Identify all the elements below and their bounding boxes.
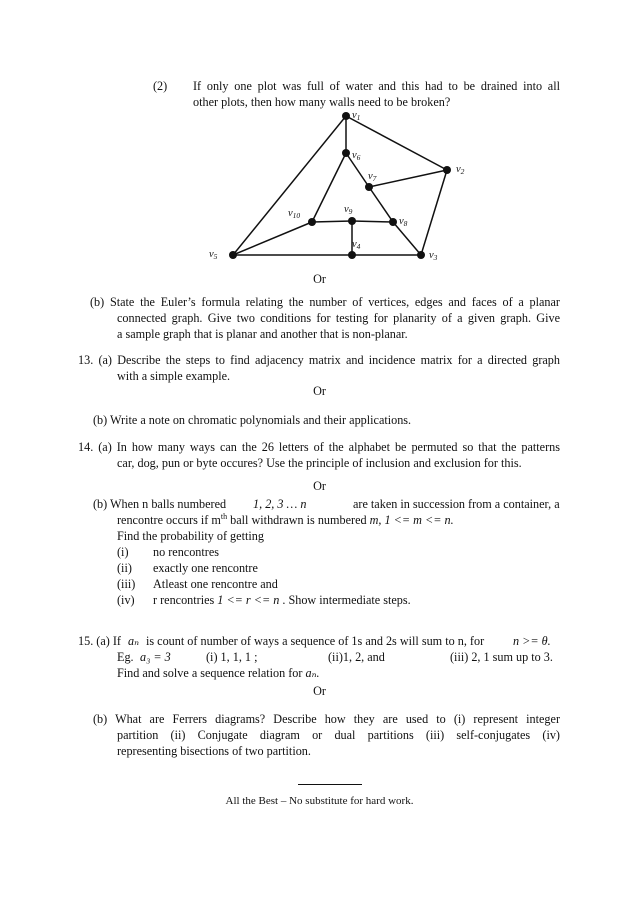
question-text: (b) State the Euler’s formula relating the number of vertices, edges and faces of a planar bbox=[90, 295, 560, 309]
graph-edge bbox=[346, 116, 447, 170]
question-text: are taken in succession from a container, a bbox=[353, 497, 560, 511]
question-text: (b) When n balls numbered bbox=[93, 497, 227, 511]
graph-edge bbox=[421, 170, 447, 255]
graph-vertex bbox=[365, 183, 373, 191]
graph-vertex bbox=[348, 251, 356, 259]
graph-vertex bbox=[417, 251, 425, 259]
question-text: with a simple example. bbox=[117, 369, 231, 383]
item-number: (iv) bbox=[117, 593, 135, 607]
question-text: 13. (a) Describe the steps to find adjacency matrix and incidence matrix for a directed graph bbox=[78, 353, 560, 367]
graph-edge bbox=[233, 222, 312, 255]
math-expression: a₃ = 3 bbox=[140, 650, 171, 664]
item-number: (iii) bbox=[117, 577, 136, 591]
question-text: a sample graph that is planar and another that is non-planar. bbox=[117, 327, 408, 341]
question-text: (i) 1, 1, 1 ; bbox=[206, 650, 258, 664]
graph-vertices bbox=[229, 112, 451, 259]
vertex-label: v1 bbox=[352, 110, 361, 122]
or-separator: Or bbox=[313, 272, 326, 286]
or-separator: Or bbox=[313, 684, 326, 698]
graph-edge bbox=[312, 153, 346, 222]
question-text: 15. (a) If bbox=[78, 634, 121, 648]
question-text: partition (ii) Conjugate diagram or dual partitions (iii) self-conjugates (iv) bbox=[117, 728, 560, 742]
item-number: (i) bbox=[117, 545, 129, 559]
list-item: r rencontries 1 <= r <= n . Show intermediate steps. bbox=[153, 593, 411, 607]
vertex-label: v10 bbox=[288, 208, 301, 220]
question-text: Find and solve a sequence relation for aₙ. bbox=[117, 666, 320, 680]
question-text: (b) What are Ferrers diagrams? Describe how they are used to (i) represent integer bbox=[93, 712, 560, 726]
divider bbox=[298, 784, 362, 785]
question-text: Find the probability of getting bbox=[117, 529, 264, 543]
item-number: (2) bbox=[153, 79, 168, 93]
list-item: Atleast one rencontre and bbox=[153, 577, 278, 591]
graph-edge bbox=[369, 187, 393, 222]
graph-edge bbox=[312, 221, 352, 222]
question-text: If only one plot was full of water and this had to be drained into all bbox=[193, 79, 560, 93]
graph-edge bbox=[369, 170, 447, 187]
or-separator: Or bbox=[313, 384, 326, 398]
question-text: 14. (a) In how many ways can the 26 letters of the alphabet be permuted so that the patterns bbox=[78, 440, 560, 454]
question-text: representing bisections of two partition. bbox=[117, 744, 311, 758]
question-text: (ii)1, 2, and bbox=[328, 650, 385, 664]
or-separator: Or bbox=[313, 479, 326, 493]
graph-vertex bbox=[443, 166, 451, 174]
graph-vertex bbox=[348, 217, 356, 225]
question-text: Eg. bbox=[117, 650, 134, 664]
vertex-label: v8 bbox=[399, 216, 408, 228]
graph-edges bbox=[233, 116, 447, 255]
graph-vertex bbox=[308, 218, 316, 226]
question-text: (iii) 2, 1 sum up to 3. bbox=[450, 650, 553, 664]
vertex-label: v9 bbox=[344, 204, 353, 216]
graph-vertex bbox=[389, 218, 397, 226]
graph-edge bbox=[233, 116, 346, 255]
footer-text: All the Best – No substitute for hard work. bbox=[225, 795, 414, 807]
vertex-label: v6 bbox=[352, 150, 361, 162]
vertex-label: v5 bbox=[209, 249, 218, 261]
graph-edge bbox=[352, 221, 393, 222]
list-item: no rencontres bbox=[153, 545, 219, 559]
graph-vertex bbox=[342, 112, 350, 120]
vertex-label: v4 bbox=[352, 239, 361, 251]
item-number: (ii) bbox=[117, 561, 132, 575]
graph-vertex bbox=[342, 149, 350, 157]
math-expression: 1, 2, 3 … n bbox=[253, 497, 307, 511]
question-text: (b) Write a note on chromatic polynomials and their applications. bbox=[93, 413, 412, 427]
question-text: car, dog, pun or byte occures? Use the principle of inclusion and exclusion for this. bbox=[117, 456, 522, 470]
question-text: is count of number of ways a sequence of 1s and 2s will sum to n, for bbox=[146, 634, 485, 648]
graph-vertex bbox=[229, 251, 237, 259]
vertex-label: v3 bbox=[429, 250, 438, 262]
vertex-label: v2 bbox=[456, 164, 465, 176]
question-text: other plots, then how many walls need to be broken? bbox=[193, 95, 451, 109]
math-expression: n >= θ. bbox=[513, 634, 551, 648]
vertex-label: v7 bbox=[368, 171, 377, 183]
math-expression: aₙ bbox=[128, 634, 140, 648]
list-item: exactly one rencontre bbox=[153, 561, 258, 575]
question-text: connected graph. Give two conditions for testing for planarity of a given graph. Give bbox=[117, 311, 560, 325]
question-text: rencontre occurs if $m^{th}$ ball withdrawn is numbered m, 1 <= m <= n. bbox=[117, 511, 454, 527]
